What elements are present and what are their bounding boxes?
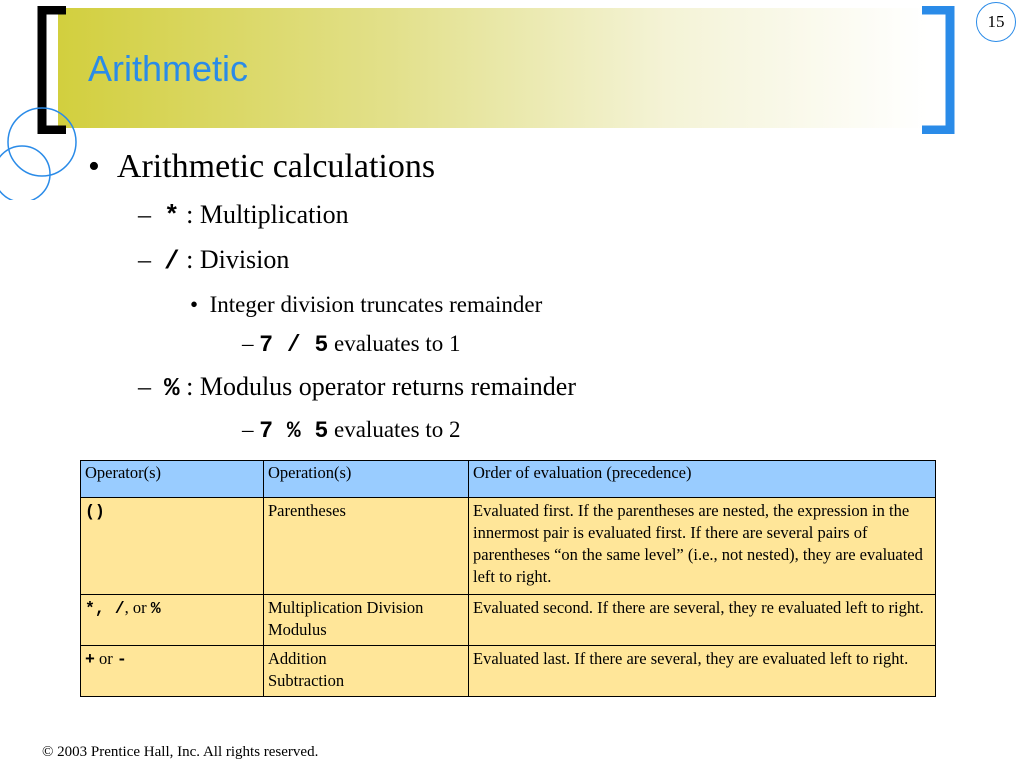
operator-separator: or bbox=[94, 649, 117, 668]
mod-example-text: evaluates to 2 bbox=[328, 417, 461, 442]
cell-operation bbox=[264, 646, 469, 697]
bullet-multiplication: – * : Multiplication bbox=[138, 200, 349, 231]
operation-line: Subtraction bbox=[268, 671, 345, 690]
operator-separator: , bbox=[94, 599, 115, 618]
integer-division-text: Integer division truncates remainder bbox=[209, 292, 543, 317]
header-operators: Operator(s) bbox=[81, 461, 264, 498]
table-header-row bbox=[81, 461, 936, 498]
bullet-main-text: Arithmetic calculations bbox=[116, 148, 436, 185]
cell-operation: Parentheses bbox=[264, 498, 469, 595]
cell-operator bbox=[81, 595, 264, 646]
precedence-table bbox=[80, 460, 936, 697]
operator-subtract: - bbox=[116, 650, 127, 669]
bullet-integer-division: • Integer division truncates remainder bbox=[190, 292, 543, 317]
mod-text: : Modulus operator returns remainder bbox=[179, 372, 576, 401]
cell-operation bbox=[264, 595, 469, 646]
bullet-mod-example: – 7 % 5 evaluates to 2 bbox=[242, 417, 461, 444]
table-row bbox=[81, 646, 936, 697]
slide-title: Arithmetic bbox=[88, 48, 249, 89]
bullet-division: – / : Division bbox=[138, 245, 290, 276]
operator-add: + bbox=[85, 650, 95, 669]
operation-line: Multiplication Division bbox=[268, 598, 424, 617]
cell-order: Evaluated first. If the parentheses are nested, the expression in the innermost pair is evaluated first. If there are several pairs of parentheses “on the same level” (i.e., not nested), they are evaluated left to right. bbox=[469, 498, 936, 595]
header-order: Order of evaluation (precedence) bbox=[469, 461, 936, 498]
operator-modulus: % bbox=[150, 599, 161, 618]
mod-example-code: 7 % 5 bbox=[259, 418, 329, 444]
page-number: 15 bbox=[976, 2, 1016, 42]
right-bracket bbox=[918, 6, 958, 134]
mult-operator: * bbox=[164, 201, 180, 231]
div-example-text: evaluates to 1 bbox=[328, 331, 461, 356]
operator-separator: , or bbox=[124, 598, 151, 617]
mod-operator: % bbox=[164, 373, 180, 403]
div-text: : Division bbox=[179, 245, 290, 274]
header-operations: Operation(s) bbox=[264, 461, 469, 498]
bullet-modulus: – % : Modulus operator returns remainder bbox=[138, 372, 576, 403]
table-row bbox=[81, 498, 936, 595]
operator-divide: / bbox=[114, 599, 125, 618]
cell-operator bbox=[81, 646, 264, 697]
bullet-div-example: – 7 / 5 evaluates to 1 bbox=[242, 331, 461, 358]
mult-text: : Multiplication bbox=[179, 200, 349, 229]
copyright-footer: © 2003 Prentice Hall, Inc. All rights reserved. bbox=[42, 744, 319, 760]
decorative-circles bbox=[0, 100, 80, 200]
operator-multiply: * bbox=[85, 599, 95, 618]
cell-order: Evaluated last. If there are several, they are evaluated left to right. bbox=[469, 646, 936, 697]
div-operator: / bbox=[164, 246, 180, 276]
operation-line: Modulus bbox=[268, 620, 327, 639]
operator-parens: () bbox=[85, 502, 105, 521]
cell-order: Evaluated second. If there are several, they re evaluated left to right. bbox=[469, 595, 936, 646]
div-example-code: 7 / 5 bbox=[259, 332, 329, 358]
cell-operator bbox=[81, 498, 264, 595]
bullet-main: • Arithmetic calculations bbox=[88, 148, 436, 185]
table-row bbox=[81, 595, 936, 646]
operation-line: Addition bbox=[268, 649, 327, 668]
